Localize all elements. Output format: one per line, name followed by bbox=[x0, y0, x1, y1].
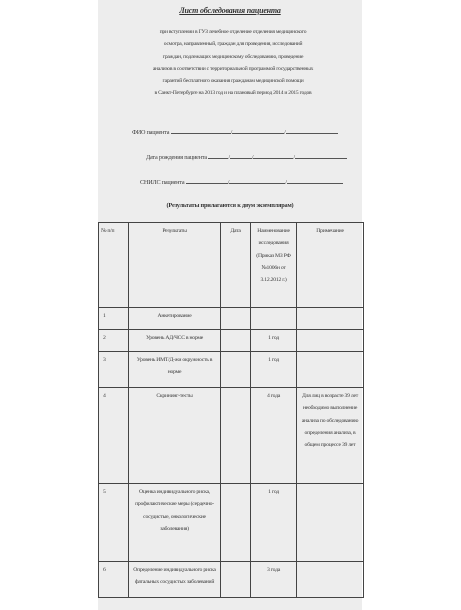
field-label: Дата рождения пациента bbox=[146, 154, 207, 161]
attachment-note: (Результаты прилагаются к двум экземплярам) bbox=[166, 202, 294, 209]
table-row: 4 Скрининг-тесты 4 года Для лиц в возрасте 39 лет необходимо выполнение анализа по обследованию определения анализа, в общем процессе 39 лет bbox=[99, 388, 364, 484]
table-row: 6 Определение индивидуального риска фатальных сосудистых заболеваний 3 года bbox=[99, 562, 364, 598]
field-label: ФИО пациента bbox=[132, 129, 170, 136]
snils-field[interactable]: СНИЛС пациента / / bbox=[140, 177, 343, 186]
table-header-row bbox=[99, 223, 364, 308]
table-row: 1 Анкетирование bbox=[99, 308, 364, 330]
form-header bbox=[98, 0, 362, 15]
intro-line: граждан, подлежащих медицинскому обследованию, проведение bbox=[162, 53, 304, 60]
column-header-study: Наименование исследования (Приказ МЗ РФ №1006н от 3.12.2012 г.) bbox=[251, 223, 297, 308]
column-header-date: Дата bbox=[221, 223, 251, 308]
patient-name-field[interactable]: ФИО пациента / / bbox=[132, 127, 338, 136]
form-title: Лист обследования пациента bbox=[179, 6, 281, 15]
field-label: СНИЛС пациента bbox=[140, 179, 185, 186]
birth-date-field[interactable]: Дата рождения пациента / / / bbox=[146, 152, 347, 161]
table-row: 2 Уровень АД/ЧСС в норме 1 год bbox=[99, 330, 364, 352]
intro-paragraph bbox=[108, 26, 358, 100]
column-header-number: № п/п bbox=[99, 223, 129, 308]
table-row: 3 Уровень ИМТ/Д-жи окружность в норме 1 год bbox=[99, 352, 364, 388]
intro-line: в Санкт-Петербурге на 2013 год и на плановый период 2014 и 2015 годов bbox=[154, 90, 312, 97]
column-header-results: Результаты bbox=[129, 223, 221, 308]
intro-line: осмотра, направленный, граждан для проведения, исследований bbox=[163, 41, 303, 48]
intro-line: анализов в соответствии с территориальной программой государственных bbox=[152, 65, 314, 72]
intro-line: при вступлении в ГУЗ лечебное отделение отделения медицинского bbox=[159, 29, 307, 35]
column-header-remark: Примечание bbox=[297, 223, 364, 308]
examination-table bbox=[98, 222, 364, 598]
table-row: 5 Оценка индивидуального риска, профилактические меры (сердечно-сосудистые, онкологические заболевания) 1 год bbox=[99, 484, 364, 562]
intro-line: гарантий бесплатного оказания гражданам медицинской помощи bbox=[162, 78, 304, 85]
